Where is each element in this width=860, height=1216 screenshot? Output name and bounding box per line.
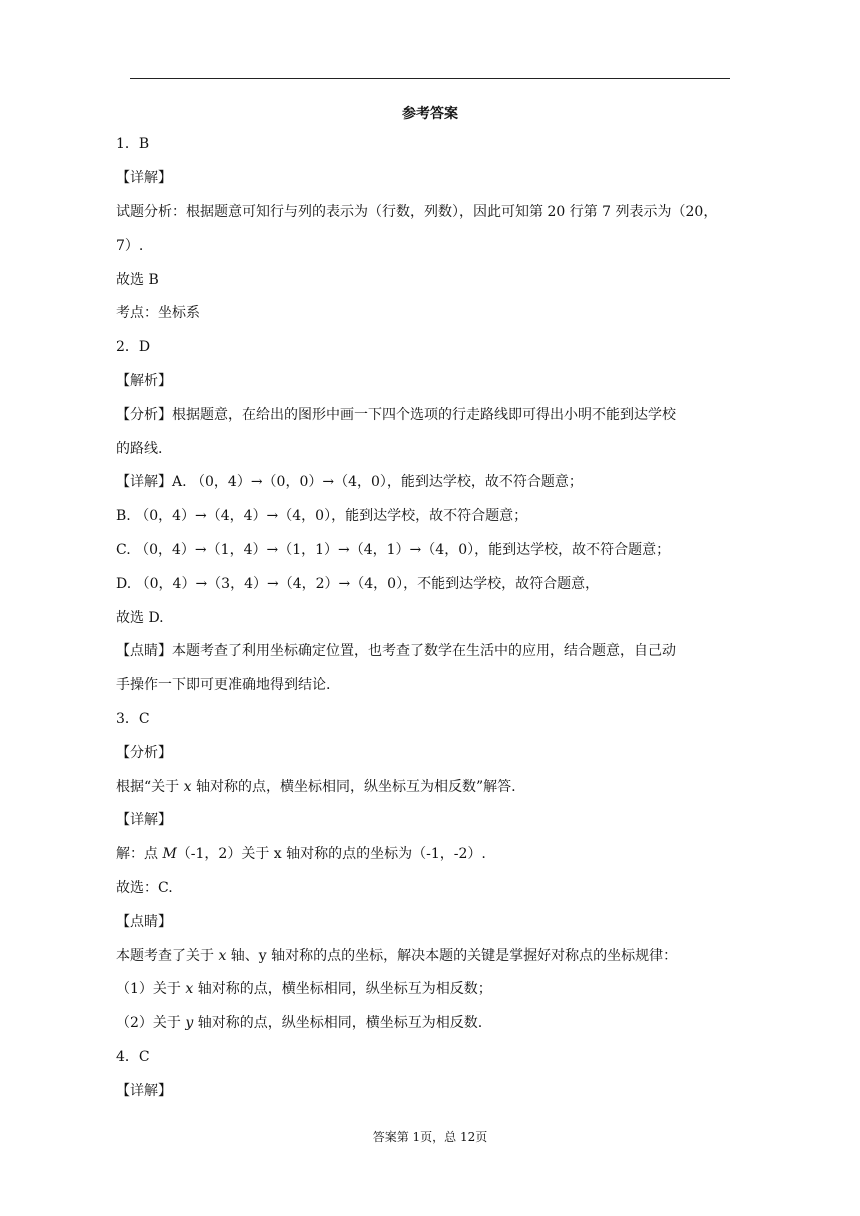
text-line: （1）关于 x 轴对称的点，横坐标相同，纵坐标互为相反数； <box>116 981 492 997</box>
text-line: 【分析】 <box>116 745 172 761</box>
text-line: 【解析】 <box>116 373 172 389</box>
text-line: 试题分析：根据题意可知行与列的表示为（行数，列数），因此可知第 20 行第 7 列表示为（20， <box>116 204 718 220</box>
text-line: 2．D <box>116 339 151 355</box>
text-line: 故选 B <box>116 272 159 288</box>
math-variable: x <box>185 981 194 997</box>
text-line: 3．C <box>116 711 150 727</box>
text-line: 【点睛】 <box>116 914 172 930</box>
text-line: 解：点 M（-1，2）关于 x 轴对称的点的坐标为（-1，-2）. <box>116 846 486 862</box>
text-line: C. （0，4）→（1，4）→（1，1）→（4，1）→（4，0），能到达学校，故不符合题意； <box>116 542 671 558</box>
math-variable: M <box>162 846 177 862</box>
text-line: D. （0，4）→（3，4）→（4，2）→（4，0），不能到达学校，故符合题意， <box>116 576 600 592</box>
text-line: 【详解】 <box>116 812 172 828</box>
text-line: 【分析】根据题意，在给出的图形中画一下四个选项的行走路线即可得出小明不能到达学校 <box>116 407 676 423</box>
text-line: 1．B <box>116 136 150 152</box>
text-line: 故选：C. <box>116 880 173 896</box>
page-title: 参考答案 <box>402 106 458 122</box>
text-line: B. （0，4）→（4，4）→（4，0），能到达学校，故不符合题意； <box>116 508 528 524</box>
text-line: 4．C <box>116 1049 150 1065</box>
math-variable: x <box>218 948 227 964</box>
header-rule <box>130 78 730 79</box>
text-line: 的路线. <box>116 441 163 457</box>
text-line: 本题考查了关于 x 轴、y 轴对称的点的坐标，解决本题的关键是掌握好对称点的坐标规律： <box>116 948 678 964</box>
text-line: 【详解】 <box>116 1083 172 1099</box>
text-line: 7）. <box>116 238 144 254</box>
text-line: 考点：坐标系 <box>116 305 200 321</box>
math-variable: x <box>183 779 192 795</box>
math-variable: y <box>185 1015 194 1031</box>
page-footer: 答案第 1页，总 12页 <box>372 1130 488 1144</box>
text-line: （2）关于 y 轴对称的点，纵坐标相同，横坐标互为相反数. <box>116 1015 483 1031</box>
text-line: 故选 D. <box>116 610 164 626</box>
text-line: 手操作一下即可更准确地得到结论. <box>116 677 331 693</box>
text-line: 根据“关于 x 轴对称的点，横坐标相同，纵坐标互为相反数”解答. <box>116 779 516 795</box>
text-line: 【详解】A. （0，4）→（0，0）→（4，0），能到达学校，故不符合题意； <box>116 474 583 490</box>
text-line: 【详解】 <box>116 170 172 186</box>
text-line: 【点睛】本题考查了利用坐标确定位置，也考查了数学在生活中的应用，结合题意，自己动 <box>116 643 676 659</box>
